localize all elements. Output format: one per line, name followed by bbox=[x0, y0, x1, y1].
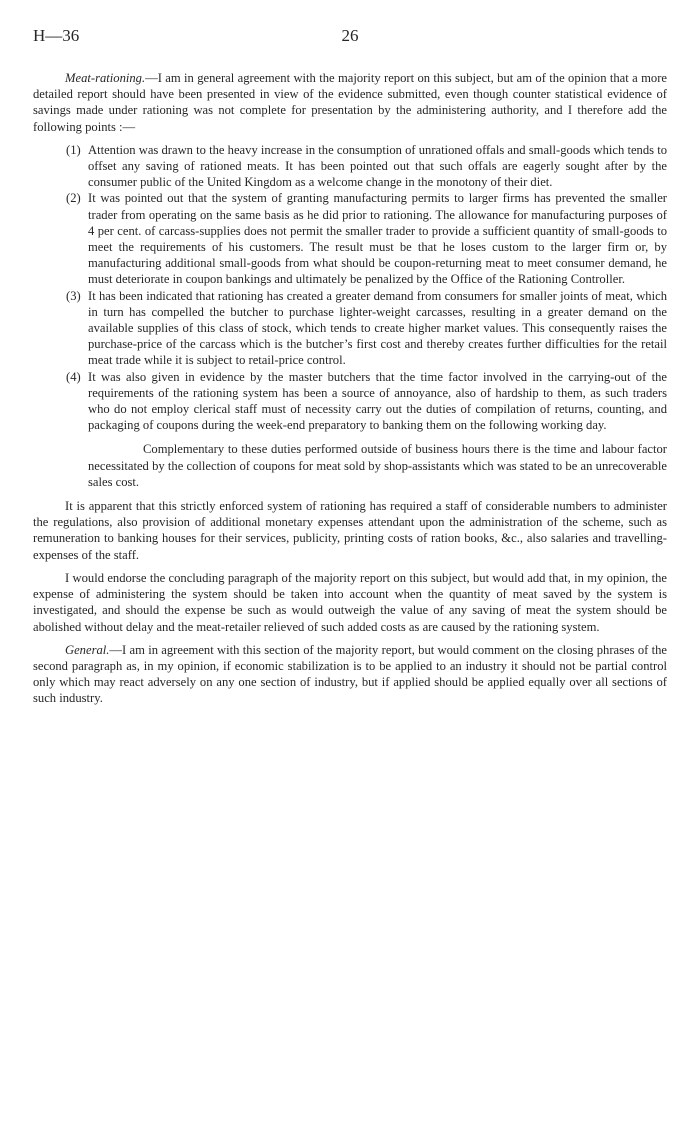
meat-rationing-heading: Meat-rationing. bbox=[65, 71, 146, 85]
point-text: It was pointed out that the system of granting manufacturing permits to larger firms has prevented the smaller trader from operating on the same basis as he did prior to rationing. The allowance for manufacturing purposes of 4 per cent. of carcass-supplies does not permit the smaller trader to provide a sufficient quantity of small-goods to meet the requirements of his customers. The result must be that he loses custom to the larger firm or, by manufacturing additional small-goods from what should be coupon-returning meat to meet consumer demand, he must deteriorate in coupon bankings and ultimately be penalized by the Office of the Rationing Controller. bbox=[88, 191, 667, 287]
meat-rationing-intro bbox=[33, 70, 667, 135]
list-item bbox=[33, 288, 667, 369]
point-number: (2) bbox=[66, 191, 81, 206]
general-heading: General. bbox=[65, 642, 110, 657]
document-reference: H—36 bbox=[33, 26, 80, 45]
point-4-continuation: Complementary to these duties performed outside of business hours there is the time and labour factor necessitated by the collection of coupons for meat sold by shop-assistants which was stated to be an unrecoverable sales cost. bbox=[88, 442, 667, 489]
general-paragraph bbox=[33, 642, 667, 707]
list-item bbox=[33, 190, 667, 287]
point-text: It was also given in evidence by the master butchers that the time factor involved in the carrying-out of the requirements of the rationing system has been a source of annoyance, also of hardship to them, as such traders who do not employ clerical staff must of necessity carry out the duties of compilation of returns, counting, and packaging of coupons during the week-end preparatory to banking them on the following working day. bbox=[88, 369, 667, 433]
document-body bbox=[33, 70, 667, 714]
page-number: 26 bbox=[341, 26, 359, 45]
point-number: (3) bbox=[66, 288, 81, 303]
list-item bbox=[33, 369, 667, 434]
endorse-paragraph: I would endorse the concluding paragraph of the majority report on this subject, but would add that, in my opinion, the expense of administering the system should be taken into account when the quantity of meat saved by the system is investigated, and should the expense be such as would outweigh the value of any saving of meat the system should be abolished without delay and the meat-retailer relieved of such added costs as are caused by the rationing system. bbox=[33, 570, 667, 634]
point-text: Attention was drawn to the heavy increase in the consumption of unrationed offals and small-goods which tends to offset any saving of rationed meats. It has been pointed out that such offals are eagerly sought after by the consumer public of the United Kingdom as a welcome change in the monotony of their diet. bbox=[88, 142, 667, 190]
list-item bbox=[33, 142, 667, 191]
points-list bbox=[33, 142, 667, 434]
point-number: (1) bbox=[66, 142, 81, 157]
meat-rationing-intro-text: —I am in general agreement with the majority report on this subject, but am of the opinion that a more detailed report should have been presented in view of the evidence submitted, even though counter statistical evidence of savings made under rationing was not complete for presentation by the administering authority, and I therefore add the following points :— bbox=[33, 71, 667, 134]
page-header bbox=[33, 26, 667, 48]
staff-paragraph: It is apparent that this strictly enforced system of rationing has required a staff of considerable numbers to administer the regulations, also provision of additional monetary expenses attendant upon the administration of the scheme, such as remuneration to banking houses for their services, publicity, printing costs of ration books, &c., also salaries and travelling-expenses of the staff. bbox=[33, 499, 667, 562]
point-number: (4) bbox=[66, 369, 81, 384]
point-text: It has been indicated that rationing has created a greater demand from consumers for smaller joints of meat, which in turn has compelled the butcher to purchase lighter-weight carcasses, resulting in a greater demand on the available supplies of this class of stock, which tends to create higher market values. This consequently raises the purchase-price of the carcass which is the butcher’s first cost and thereby creates further difficulties for the retail meat trade while it is subject to retail-price control. bbox=[88, 288, 667, 368]
general-text: —I am in agreement with this section of the majority report, but would comment on the closing phrases of the second paragraph as, in my opinion, if economic stabilization is to be applied to an industry it should not be partial control only which may react adversely on any one section of industry, but if applied should be applied equally over all sections of such industry. bbox=[33, 642, 667, 706]
